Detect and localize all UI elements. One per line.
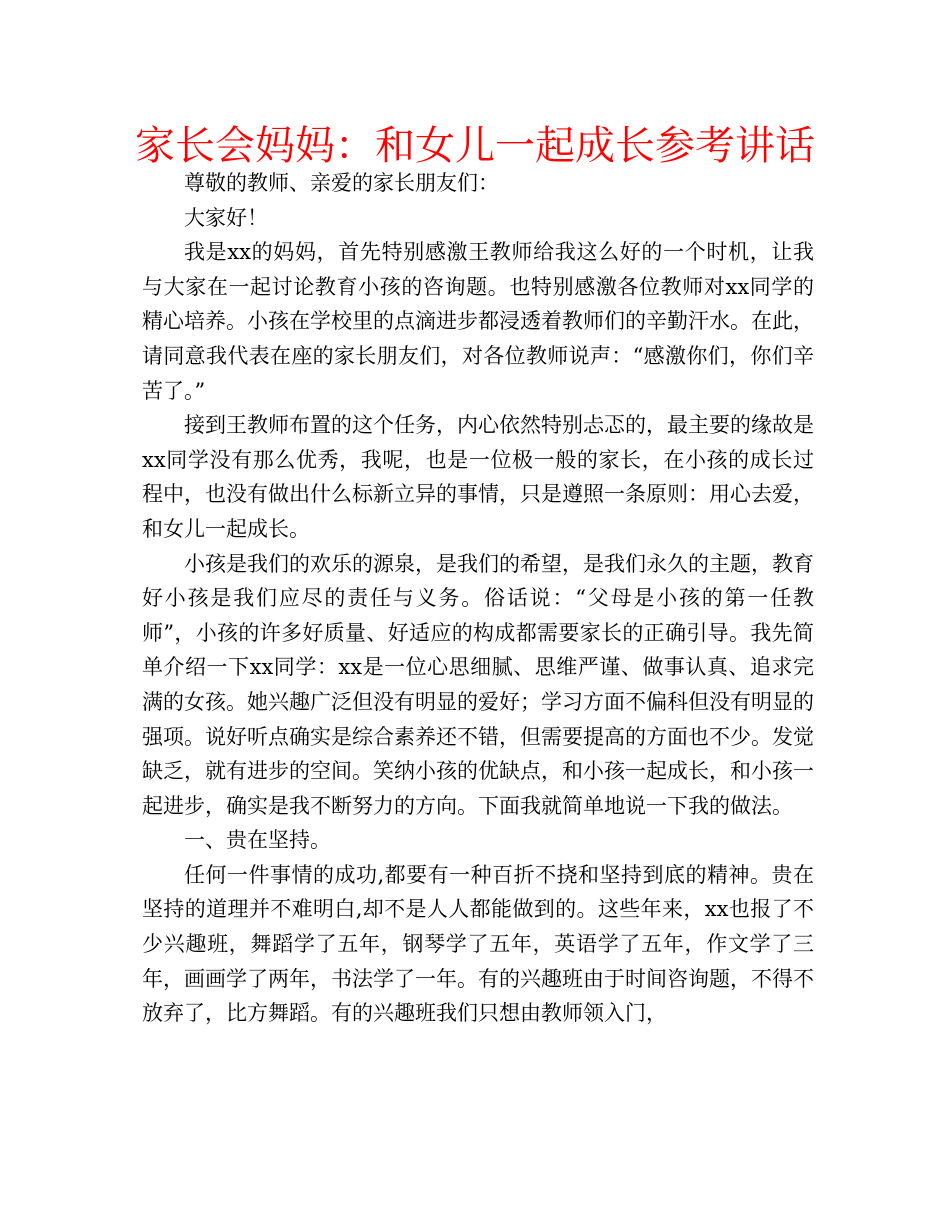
paragraph-introduction: 我是xx的妈妈，首先特别感激王教师给我这么好的一个时机，让我与大家在一起讨论教育小孩的咨询题。也特别感激各位教师对xx同学的精心培养。小孩在学校里的点滴进步都浸透着教师们的辛勤汗水。在此，请同意我代表在座的家长朋友们，对各位教师说声：“感激你们，你们辛苦了。” xyxy=(142,240,814,403)
paragraph-task: 接到王教师布置的这个任务，内心依然特别忐忑的，最主要的缘故是xx同学没有那么优秀，我呢，也是一位极一般的家长，在小孩的成长过程中，也没有做出什么标新立异的事情，只是遵照一条原则：用心去爱，和女儿一起成长。 xyxy=(142,413,814,541)
section-heading-persistence: 一、贵在坚持。 xyxy=(184,828,331,853)
salutation: 尊敬的教师、亲爱的家长朋友们： xyxy=(184,171,499,195)
greeting: 大家好！ xyxy=(184,205,268,230)
document-title: 家长会妈妈：和女儿一起成长参考讲话 xyxy=(135,123,815,169)
paragraph-child-description: 小孩是我们的欢乐的源泉，是我们的希望，是我们永久的主题，教育好小孩是我们应尽的责任与义务。俗话说：“父母是小孩的第一任教师”，小孩的许多好质量、好适应的构成都需要家长的正确引导。我先简单介绍一下xx同学：xx是一位心思细腻、思维严谨、做事认真、追求完满的女孩。她兴趣广泛但没有明显的爱好；学习方面不偏科但没有明显的强项。说好听点确实是综合素养还不错，但需要提高的方面也不少。发觉缺乏，就有进步的空间。笑纳小孩的优缺点，和小孩一起成长，和小孩一起进步，确实是我不断努力的方向。下面我就简单地说一下我的做法。 xyxy=(142,551,814,818)
document-body xyxy=(142,166,814,1031)
paragraph-persistence: 任何一件事情的成功,都要有一种百折不挠和坚持到底的精神。贵在坚持的道理并不难明白,却不是人人都能做到的。这些年来，xx也报了不少兴趣班，舞蹈学了五年，钢琴学了五年，英语学了五年，作文学了三年，画画学了两年，书法学了一年。有的兴趣班由于时间咨询题，不得不放弃了，比方舞蹈。有的兴趣班我们只想由教师领入门， xyxy=(142,862,814,1026)
